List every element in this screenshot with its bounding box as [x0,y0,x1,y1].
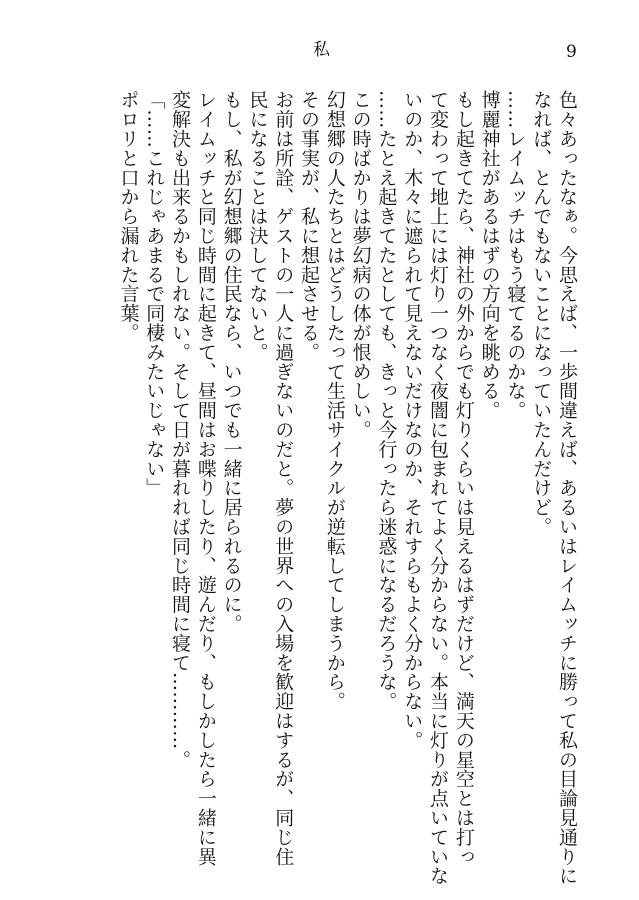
text-line: いのか、木々に遮られて見えないだけなのか、それすらもよく分からない。 [401,90,424,750]
text-line: 幻想郷の人たちとはどうしたって生活サイクルが逆転してしまうから。 [323,90,346,711]
vertical-body-text [99,90,579,886]
page-number: 9 [566,42,577,62]
text-line: その事実が、私に想起させる。 [298,90,321,362]
running-title: 私 [313,40,330,60]
text-line: ……レイムッチはもう寝てるのかな。 [504,90,527,420]
text-line: もし起きてたら、神社の外からでも灯りくらいは見えるはずだけど、満天の星空とは打っ [452,90,475,866]
text-line: レイムッチと同じ時間に起きて、昼間はお喋りしたり、遊んだり、もしかしたら一緒に異 [194,90,217,866]
text-line: ……たとえ起きてたとしても、きっと今行ったら迷惑になるだろうな。 [375,90,398,711]
text-line: 色々あったなぁ。今思えば、一歩間違えば、あるいはレイムッチに勝って私の目論見通りに [556,90,578,886]
text-line: て変わって地上には灯り一つなく夜闇に包まれてよく分からない。本当に灯りが点いていな [427,90,450,886]
text-line: この時ばかりは夢幻病の体が恨めしい。 [349,90,372,440]
text-line: ポロリと口から漏れた言葉。 [117,90,140,343]
text-line: なれば、とんでもないことになっていたんだけど。 [530,90,553,537]
text-line: 「……これじゃあまるで同棲みたいじゃない」 [143,90,166,498]
text-line: 民になることは決してないと。 [246,90,269,362]
text-line: 変解決も出来るかもしれない。そして日が暮れれば同じ時間に寝て…………。 [169,90,192,769]
text-line: 博麗神社があるはずの方向を眺める。 [478,90,501,420]
text-line: お前は所詮、ゲストの一人に過ぎないのだと。夢の世界への入場を歓迎はするが、同じ住 [272,90,295,866]
text-line: もし、私が幻想郷の住民なら、いつでも一緒に居られるのに。 [220,90,243,634]
